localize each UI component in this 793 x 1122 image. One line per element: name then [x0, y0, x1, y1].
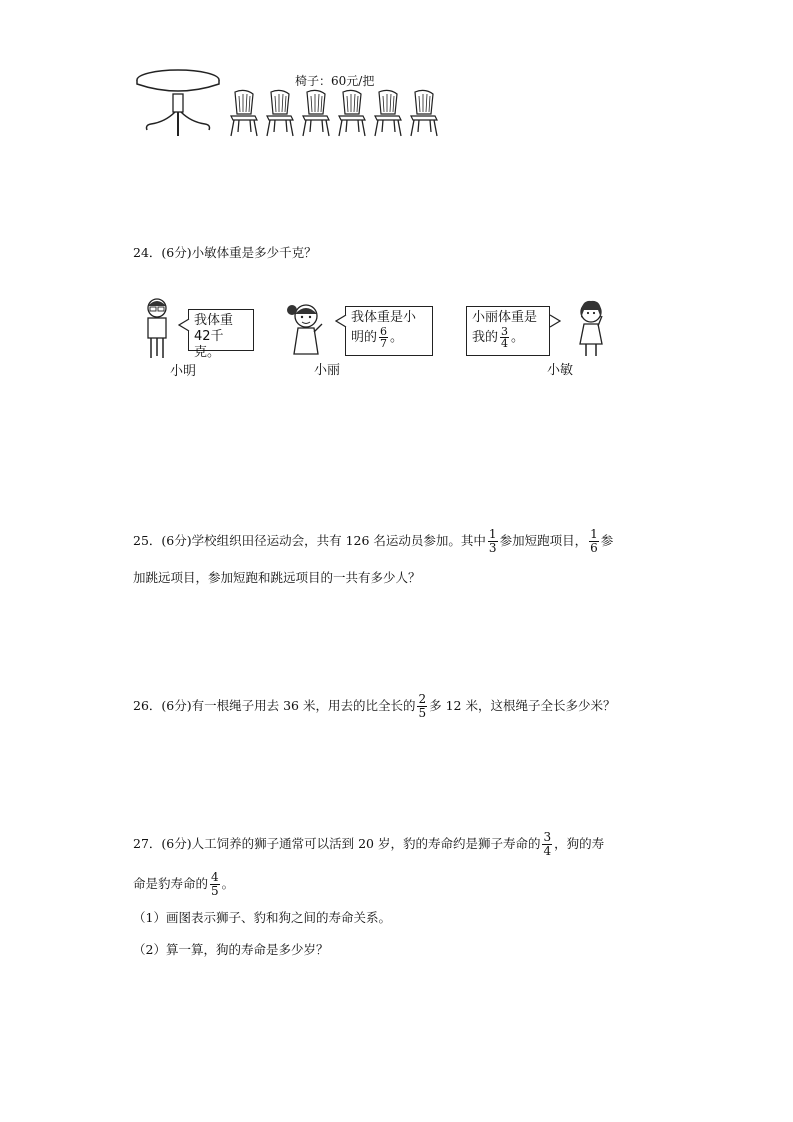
- xiaoming-speech-bubble: [188, 309, 254, 360]
- xiaoming-line1: 我体重: [194, 313, 234, 328]
- q25-post: 参: [600, 533, 614, 548]
- q26-pre: 26．(6分)有一根绳子用去 36 米，用去的比全长的: [133, 698, 416, 713]
- q27-line2-pre: 命是豹寿命的: [133, 876, 209, 891]
- xiaomin-line1: 小丽体重是: [472, 310, 538, 325]
- xiaoming-line2: 42千克。: [194, 329, 224, 360]
- bubble-tail-icon: [335, 314, 347, 328]
- fraction-denominator: 3: [488, 541, 497, 555]
- xiaomin-line2: [472, 326, 544, 349]
- xiaoming-name: 小明: [170, 364, 197, 379]
- xiaoli-line2: [351, 326, 427, 349]
- fraction-denominator: 5: [211, 884, 219, 898]
- xiaomin-speech-bubble: [466, 306, 550, 356]
- q25-mid: 参加短跑项目，: [499, 533, 588, 548]
- question-26-text: [133, 693, 615, 720]
- question-25-line2: 加跳远项目，参加短跑和跳远项目的一共有多少人？: [133, 570, 421, 585]
- bubble-tail-icon: [178, 318, 190, 332]
- question-27-line2: [133, 871, 234, 898]
- question-27-sub2: （2）算一算，狗的寿命是多少岁？: [133, 942, 329, 957]
- xiaoli-line1: 我体重是小: [351, 310, 417, 325]
- bubble-tail-icon: [549, 314, 561, 328]
- q25-pre: 25．(6分)学校组织田径运动会，共有 126 名运动员参加。其中: [133, 533, 486, 548]
- fraction-one-sixth: [589, 528, 599, 555]
- fraction-numerator: 1: [488, 527, 497, 541]
- fraction-numerator: 2: [418, 692, 427, 706]
- xiaomin-name: 小敏: [547, 363, 574, 378]
- chairs-icon: [225, 88, 455, 140]
- fraction-two-fifths: [417, 693, 427, 720]
- round-table-icon: [135, 68, 221, 140]
- question-27-line1: [133, 831, 604, 858]
- fraction-numerator: 6: [380, 325, 388, 338]
- fraction-numerator: 3: [543, 830, 552, 844]
- table-and-chairs-illustration: [130, 62, 460, 142]
- fraction-three-fourths: [542, 831, 552, 858]
- fraction-three-fourths: [500, 326, 509, 349]
- fraction-denominator: 7: [380, 337, 388, 350]
- question-24-text: 24．(6分)小敏体重是多少千克？: [133, 245, 317, 260]
- question-27-sub1: （1）画图表示狮子、豹和狗之间的寿命关系。: [133, 910, 391, 925]
- xiaoli-line2-post: 。: [390, 330, 404, 345]
- boy-xiaoming-icon: [142, 296, 172, 360]
- chair-price-label: 椅子：60元/把: [295, 74, 375, 88]
- xiaomin-line2-pre: 我的: [472, 330, 499, 345]
- q26-post: 多 12 米，这根绳子全长多少米？: [429, 698, 616, 713]
- q27-post: ，狗的寿: [554, 836, 605, 851]
- fraction-four-fifths: [210, 871, 220, 898]
- xiaomin-line2-post: 。: [511, 330, 525, 345]
- fraction-six-sevenths: [379, 326, 388, 349]
- question-25-line1: [133, 528, 613, 555]
- fraction-denominator: 6: [590, 541, 598, 555]
- fraction-numerator: 3: [501, 325, 509, 338]
- fraction-denominator: 5: [418, 706, 427, 720]
- xiaoli-line2-pre: 明的: [351, 330, 378, 345]
- q27-line2-post: 。: [221, 876, 235, 891]
- fraction-numerator: 4: [211, 870, 219, 884]
- xiaoli-name: 小丽: [314, 363, 341, 378]
- girl-xiaomin-icon: [574, 298, 608, 358]
- fraction-one-third: [488, 528, 498, 555]
- q27-pre: 27．(6分)人工饲养的狮子通常可以活到 20 岁，豹的寿命约是狮子寿命的: [133, 836, 541, 851]
- fraction-denominator: 4: [543, 844, 552, 858]
- fraction-numerator: 1: [590, 527, 598, 541]
- fraction-denominator: 4: [501, 337, 509, 350]
- girl-xiaoli-icon: [286, 300, 326, 358]
- xiaoli-speech-bubble: [345, 306, 433, 356]
